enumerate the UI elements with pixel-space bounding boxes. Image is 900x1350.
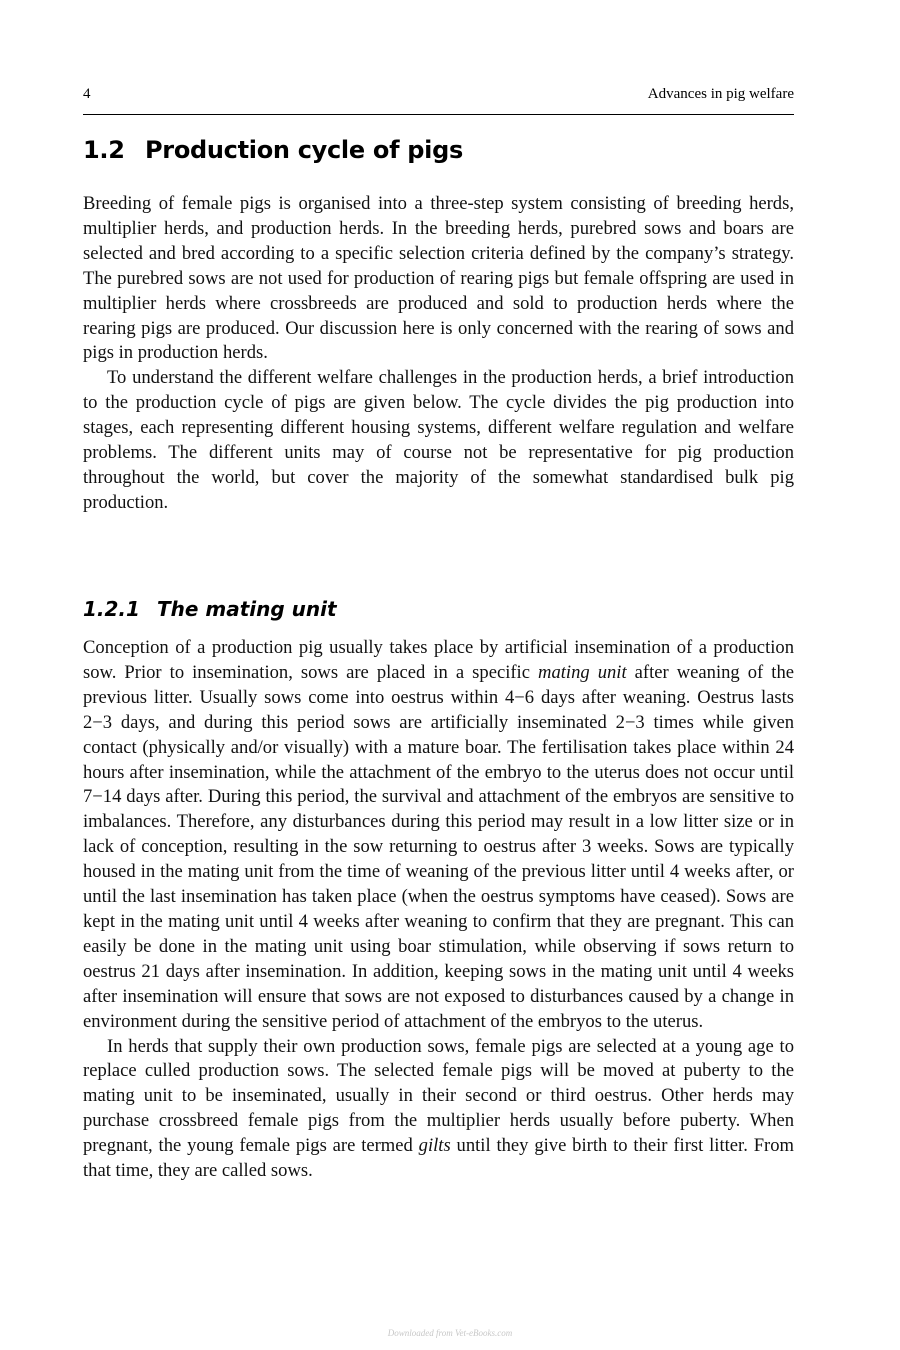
paragraph-text: Conception of a production pig usually takes place by artificial insemination of a production sow. Prior to insemination, sows are placed in a specific	[83, 637, 794, 683]
italic-term: gilts	[418, 1135, 451, 1157]
subsection-title: The mating unit	[157, 597, 337, 621]
italic-term: mating unit	[538, 661, 627, 683]
section-body	[83, 192, 794, 516]
subsection-body	[83, 636, 794, 1184]
subsection-number: 1.2.1	[83, 597, 140, 621]
section-heading	[83, 136, 463, 164]
paragraph-text: In herds that supply their own production sows, female pigs are selected at a young age to replace culled production sows. The selected female pigs will be moved at puberty to the mating unit to be inseminated, usually in their second or third oestrus. Other herds may purchase crossbreed female pigs from the multiplier herds usually before puberty. When pregnant, the young female pigs are termed	[83, 1035, 794, 1157]
subsection-heading	[83, 597, 337, 621]
section-number: 1.2	[83, 136, 125, 164]
page-number: 4	[83, 86, 91, 102]
paragraph-text: until they give birth to their first litter. From that time, they are called sows.	[83, 1135, 794, 1182]
section-title: Production cycle of pigs	[145, 136, 463, 164]
body-paragraph: Breeding of female pigs is organised into a three-step system consisting of breeding herds, multiplier herds, and production herds. In the breeding herds, purebred sows and boars are selected and bred according to a specific selection criteria defined by the company’s strategy. The purebred sows are not used for production of rearing pigs but female offspring are used in multiplier herds where crossbreeds are produced and sold to production herds where the rearing pigs are produced. Our discussion here is only concerned with the rearing of sows and pigs in production herds.	[83, 193, 794, 364]
page-header	[83, 84, 794, 115]
watermark: Downloaded from Vet-eBooks.com	[387, 1328, 513, 1338]
body-paragraph	[83, 636, 794, 1035]
body-paragraph: To understand the different welfare challenges in the production herds, a brief introduction to the production cycle of pigs are given below. The cycle divides the pig production into stages, each representing different housing systems, different welfare regulation and welfare problems. The different units may of course not be representative for pig production throughout the world, but cover the majority of the somewhat standardised bulk pig production.	[83, 367, 794, 513]
body-paragraph	[83, 1035, 794, 1184]
paragraph-text: after weaning of the previous litter. Usually sows come into oestrus within 4−6 days after weaning. Oestrus lasts 2−3 days, and during this period sows are artificially inseminated 2−3 times while given contact (physically and/or visually) with a mature boar. The fertilisation takes place within 24 hours after insemination, while the attachment of the embryo to the uterus does not occur until 7−14 days after. During this period, the survival and attachment of the embryos are sensitive to imbalances. Therefore, any disturbances during this period may result in a low litter size or in lack of conception, resulting in the sow returning to oestrus after 3 weeks. Sows are typically housed in the mating unit from the time of weaning of the previous litter until 4 weeks after, or until the last insemination has taken place (when the oestrus symptoms have ceased). Sows are kept in the mating unit until 4 weeks after weaning to confirm that they are pregnant. This can easily be done in the mating unit using boar stimulation, while observing if sows return to oestrus 21 days after insemination. In addition, keeping sows in the mating unit until 4 weeks after insemination will ensure that sows are not exposed to disturbances caused by a change in environment during the sensitive period of attachment of the embryos to the uterus.	[83, 661, 794, 1032]
running-head: Advances in pig welfare	[647, 86, 794, 102]
